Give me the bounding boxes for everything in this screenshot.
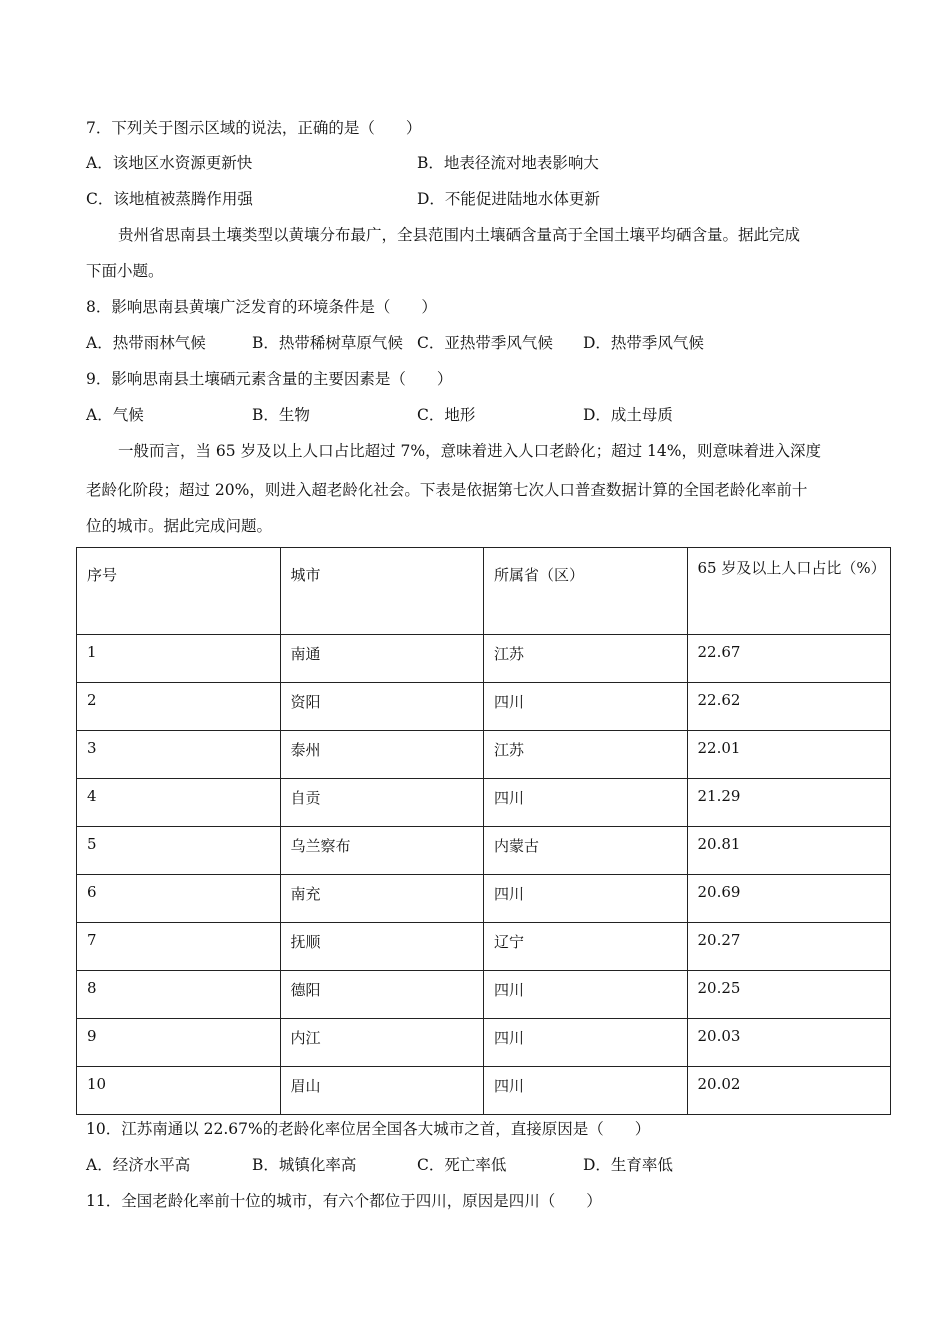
cell-city: 南通 <box>280 635 484 683</box>
q9-option-c: C．地形 <box>417 406 476 424</box>
q9-option-a: A．气候 <box>86 406 144 424</box>
passage2-line3: 位的城市。据此完成问题。 <box>86 517 273 535</box>
header-city: 城市 <box>280 548 484 635</box>
cell-city: 南充 <box>280 875 484 923</box>
passage2-line2: 老龄化阶段；超过 20%，则进入超老龄化社会。下表是依据第七次人口普查数据计算的全国老龄化率前十 <box>86 481 808 499</box>
cell-province: 江苏 <box>484 635 688 683</box>
cell-province: 四川 <box>484 1067 688 1115</box>
q10-option-a: A．经济水平高 <box>86 1156 191 1174</box>
passage1-line2: 下面小题。 <box>86 262 164 280</box>
header-province: 所属省（区） <box>484 548 688 635</box>
cell-city: 乌兰察布 <box>280 827 484 875</box>
table-header-row <box>77 548 891 635</box>
table-row <box>77 875 891 923</box>
cell-ratio: 22.62 <box>687 683 891 731</box>
q10-stem: 10．江苏南通以 22.67%的老龄化率位居全国各大城市之首，直接原因是（ ） <box>86 1120 651 1138</box>
cell-ratio: 22.01 <box>687 731 891 779</box>
cell-province: 内蒙古 <box>484 827 688 875</box>
cell-city: 泰州 <box>280 731 484 779</box>
q7-option-d: D．不能促进陆地水体更新 <box>417 190 600 208</box>
q7-option-b: B．地表径流对地表影响大 <box>417 154 599 172</box>
q8-stem: 8．影响思南县黄壤广泛发育的环境条件是（ ） <box>86 298 437 316</box>
q11-stem: 11．全国老龄化率前十位的城市，有六个都位于四川，原因是四川（ ） <box>86 1192 602 1210</box>
header-ratio: 65 岁及以上人口占比（%） <box>687 548 891 635</box>
table-row <box>77 923 891 971</box>
cell-ratio: 22.67 <box>687 635 891 683</box>
q8-option-c: C．亚热带季风气候 <box>417 334 553 352</box>
cell-city: 抚顺 <box>280 923 484 971</box>
passage2-line1: 一般而言，当 65 岁及以上人口占比超过 7%，意味着进入人口老龄化；超过 14%，则意味着进入深度 <box>118 442 821 460</box>
q7-option-a: A．该地区水资源更新快 <box>86 154 253 172</box>
cell-index: 2 <box>77 683 281 731</box>
cell-city: 德阳 <box>280 971 484 1019</box>
q7-stem: 7．下列关于图示区域的说法，正确的是（ ） <box>86 119 422 137</box>
cell-city: 内江 <box>280 1019 484 1067</box>
q10-option-c: C．死亡率低 <box>417 1156 507 1174</box>
q9-option-d: D．成土母质 <box>583 406 673 424</box>
cell-index: 8 <box>77 971 281 1019</box>
header-index: 序号 <box>77 548 281 635</box>
cell-province: 四川 <box>484 683 688 731</box>
table-row <box>77 1019 891 1067</box>
q10-option-d: D．生育率低 <box>583 1156 673 1174</box>
cell-ratio: 20.81 <box>687 827 891 875</box>
q8-option-d: D．热带季风气候 <box>583 334 704 352</box>
aging-cities-table <box>76 547 891 1115</box>
cell-index: 6 <box>77 875 281 923</box>
cell-ratio: 20.69 <box>687 875 891 923</box>
cell-index: 9 <box>77 1019 281 1067</box>
cell-city: 眉山 <box>280 1067 484 1115</box>
table-row <box>77 779 891 827</box>
table-row <box>77 635 891 683</box>
table-row <box>77 683 891 731</box>
q10-option-b: B．城镇化率高 <box>252 1156 357 1174</box>
cell-ratio: 20.27 <box>687 923 891 971</box>
cell-city: 自贡 <box>280 779 484 827</box>
cell-index: 7 <box>77 923 281 971</box>
cell-province: 四川 <box>484 971 688 1019</box>
cell-province: 江苏 <box>484 731 688 779</box>
cell-ratio: 20.02 <box>687 1067 891 1115</box>
cell-province: 四川 <box>484 1019 688 1067</box>
cell-index: 3 <box>77 731 281 779</box>
q8-option-b: B．热带稀树草原气候 <box>252 334 403 352</box>
table-row <box>77 971 891 1019</box>
passage1-line1: 贵州省思南县土壤类型以黄壤分布最广，全县范围内土壤硒含量高于全国土壤平均硒含量。据此完成 <box>118 226 801 244</box>
cell-ratio: 21.29 <box>687 779 891 827</box>
table-row <box>77 731 891 779</box>
q9-stem: 9．影响思南县土壤硒元素含量的主要因素是（ ） <box>86 370 453 388</box>
cell-ratio: 20.25 <box>687 971 891 1019</box>
cell-ratio: 20.03 <box>687 1019 891 1067</box>
q9-option-b: B．生物 <box>252 406 310 424</box>
table-row <box>77 827 891 875</box>
cell-index: 4 <box>77 779 281 827</box>
cell-province: 四川 <box>484 875 688 923</box>
cell-index: 10 <box>77 1067 281 1115</box>
cell-index: 1 <box>77 635 281 683</box>
q7-option-c: C．该地植被蒸腾作用强 <box>86 190 253 208</box>
q8-option-a: A．热带雨林气候 <box>86 334 206 352</box>
cell-province: 辽宁 <box>484 923 688 971</box>
table-row <box>77 1067 891 1115</box>
cell-index: 5 <box>77 827 281 875</box>
cell-city: 资阳 <box>280 683 484 731</box>
cell-province: 四川 <box>484 779 688 827</box>
